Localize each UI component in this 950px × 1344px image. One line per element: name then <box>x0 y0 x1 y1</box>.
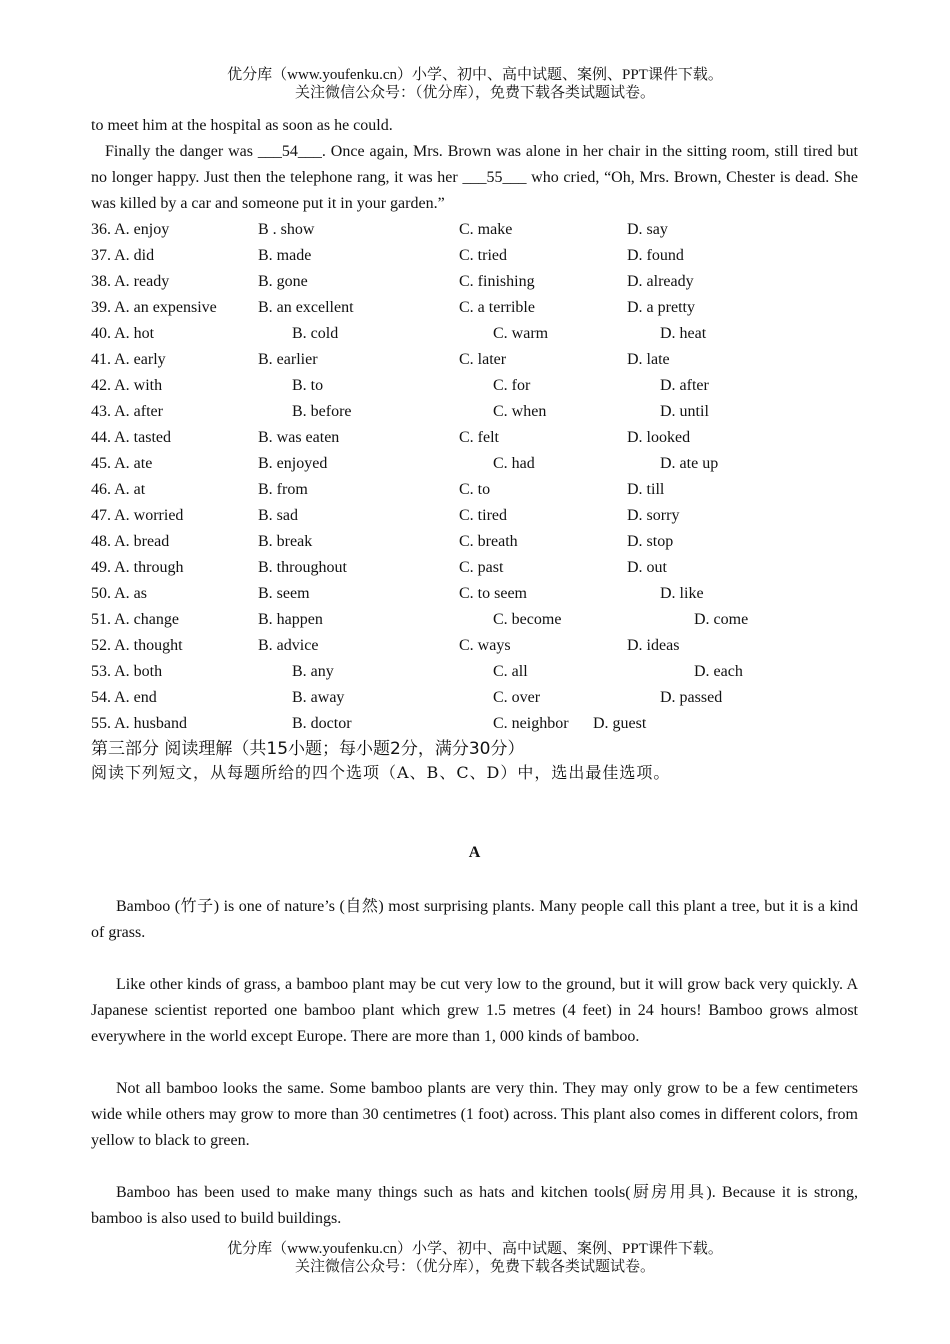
option-c: C. had <box>493 455 535 472</box>
question-row <box>91 633 858 659</box>
option-c: C. all <box>493 663 528 680</box>
option-a: 36. A. enjoy <box>91 221 170 238</box>
option-a: 44. A. tasted <box>91 429 171 446</box>
option-b: B. seem <box>258 585 310 602</box>
option-c: C. to seem <box>459 585 527 602</box>
option-b: B. enjoyed <box>258 455 328 472</box>
option-d: D. ate up <box>660 455 719 472</box>
passage-a-paragraph-2: Like other kinds of grass, a bamboo plant may be cut very low to the ground, but it will grow back very quickly. A Japanese scientist reported one bamboo plant which grew 1.5 metres (4 feet) in 24 hours! Bamboo grows almost everywhere in the world except Europe. There are more than 1, 000 kinds of bamboo. <box>91 976 858 1045</box>
option-c: C. become <box>493 611 562 628</box>
question-row <box>91 581 858 607</box>
option-d: D. found <box>627 247 684 264</box>
footer-line-1: 优分库（www.youfenku.cn）小学、初中、高中试题、案例、PPT课件下载。 <box>227 1241 723 1257</box>
option-d: D. late <box>627 351 670 368</box>
option-b: B. happen <box>258 611 323 628</box>
question-row <box>91 217 858 243</box>
option-d: D. heat <box>660 325 707 342</box>
option-a: 55. A. husband <box>91 715 187 732</box>
option-b: B. doctor <box>292 715 352 732</box>
passage-end-paragraph: Finally the danger was ___54___. Once again, Mrs. Brown was alone in her chair in the sitting room, still tired but no longer happy. Just then the telephone rang, it was her ___55___ who cried, “Oh, Mrs. Brown, Chester is dead. She was killed by a car and someone put it in your garden.” <box>91 143 858 212</box>
option-c: C. when <box>493 403 547 420</box>
question-row <box>91 269 858 295</box>
header-line-1: 优分库（www.youfenku.cn）小学、初中、高中试题、案例、PPT课件下载。 <box>227 67 723 83</box>
question-row <box>91 347 858 373</box>
section-3-instruction: 阅读下列短文，从每题所给的四个选项（A、B、C、D）中，选出最佳选项。 <box>91 763 671 782</box>
option-a: 51. A. change <box>91 611 179 628</box>
option-b: B. away <box>292 689 345 706</box>
page-header <box>0 66 950 102</box>
question-row <box>91 529 858 555</box>
option-d: D. after <box>660 377 709 394</box>
option-a: 40. A. hot <box>91 325 155 342</box>
question-row <box>91 477 858 503</box>
passage-a-title: A <box>468 844 481 861</box>
option-b: B. was eaten <box>258 429 340 446</box>
option-a: 43. A. after <box>91 403 163 420</box>
option-b: B . show <box>258 221 315 238</box>
option-a: 48. A. bread <box>91 533 170 550</box>
option-b: B. before <box>292 403 352 420</box>
option-c: C. later <box>459 351 507 368</box>
option-a: 52. A. thought <box>91 637 183 654</box>
option-b: B. from <box>258 481 308 498</box>
option-d: D. until <box>660 403 709 420</box>
option-c: C. breath <box>459 533 518 550</box>
option-c: C. ways <box>459 637 511 654</box>
option-a: 54. A. end <box>91 689 157 706</box>
question-row <box>91 243 858 269</box>
option-a: 46. A. at <box>91 481 146 498</box>
option-a: 53. A. both <box>91 663 163 680</box>
option-a: 50. A. as <box>91 585 147 602</box>
option-d: D. like <box>660 585 704 602</box>
option-a: 41. A. early <box>91 351 166 368</box>
page-footer <box>0 1240 950 1276</box>
option-c: C. warm <box>493 325 549 342</box>
option-d: D. out <box>627 559 667 576</box>
option-d: D. passed <box>660 689 723 706</box>
option-c: C. tired <box>459 507 507 524</box>
question-row <box>91 399 858 425</box>
question-row <box>91 451 858 477</box>
option-c: C. felt <box>459 429 499 446</box>
option-c: C. tried <box>459 247 507 264</box>
question-row <box>91 607 858 633</box>
option-c: C. past <box>459 559 504 576</box>
option-a: 49. A. through <box>91 559 184 576</box>
option-b: B. break <box>258 533 313 550</box>
header-line-2: 关注微信公众号：（优分库），免费下载各类试题试卷。 <box>294 85 655 101</box>
passage-a-paragraph-4: Bamboo has been used to make many things such as hats and kitchen tools(厨房用具). Because it is strong, bamboo is also used to build buildings. <box>91 1184 858 1227</box>
question-row <box>91 373 858 399</box>
option-d: D. ideas <box>627 637 680 654</box>
option-c: C. to <box>459 481 491 498</box>
option-c: C. neighbor <box>493 715 569 732</box>
option-b: B. advice <box>258 637 319 654</box>
option-d: D. till <box>627 481 665 498</box>
option-b: B. cold <box>292 325 339 342</box>
option-a: 38. A. ready <box>91 273 170 290</box>
option-b: B. earlier <box>258 351 318 368</box>
option-c: C. over <box>493 689 541 706</box>
question-row <box>91 295 858 321</box>
option-c: C. make <box>459 221 513 238</box>
document-body <box>91 113 858 1232</box>
option-b: B. an excellent <box>258 299 354 316</box>
option-c: C. for <box>493 377 531 394</box>
question-row <box>91 321 858 347</box>
option-c: C. finishing <box>459 273 535 290</box>
option-a: 37. A. did <box>91 247 155 264</box>
option-b: B. made <box>258 247 312 264</box>
option-d: D. a pretty <box>627 299 695 316</box>
passage-a-paragraph-1: Bamboo (竹子) is one of nature’s (自然) most surprising plants. Many people call this plant a tree, but it is a kind of grass. <box>91 898 858 941</box>
question-options-list <box>91 217 858 737</box>
option-c: C. a terrible <box>459 299 535 316</box>
option-d: D. sorry <box>627 507 680 524</box>
option-b: B. sad <box>258 507 298 524</box>
question-row <box>91 555 858 581</box>
option-b: B. to <box>292 377 324 394</box>
question-row <box>91 659 858 685</box>
passage-a-paragraph-3: Not all bamboo looks the same. Some bamboo plants are very thin. They may only grow to be a few centimeters wide while others may grow to more than 30 centimetres (1 foot) across. This plant also comes in different colors, from yellow to black to green. <box>91 1080 858 1149</box>
question-row <box>91 503 858 529</box>
passage-end-line: to meet him at the hospital as soon as he could. <box>91 117 393 134</box>
option-d: D. come <box>694 611 749 628</box>
option-d: D. guest <box>593 715 647 732</box>
option-a: 47. A. worried <box>91 507 184 524</box>
option-a: 42. A. with <box>91 377 163 394</box>
question-row <box>91 711 858 737</box>
question-row <box>91 685 858 711</box>
question-row <box>91 425 858 451</box>
option-d: D. already <box>627 273 694 290</box>
option-d: D. each <box>694 663 743 680</box>
option-d: D. stop <box>627 533 674 550</box>
section-3-title: 第三部分 阅读理解（共15小题；每小题2分，满分30分） <box>91 739 525 759</box>
option-b: B. throughout <box>258 559 347 576</box>
option-a: 39. A. an expensive <box>91 299 217 316</box>
footer-line-2: 关注微信公众号：（优分库），免费下载各类试题试卷。 <box>294 1259 655 1275</box>
option-d: D. say <box>627 221 668 238</box>
option-d: D. looked <box>627 429 691 446</box>
option-a: 45. A. ate <box>91 455 153 472</box>
option-b: B. gone <box>258 273 308 290</box>
option-b: B. any <box>292 663 334 680</box>
